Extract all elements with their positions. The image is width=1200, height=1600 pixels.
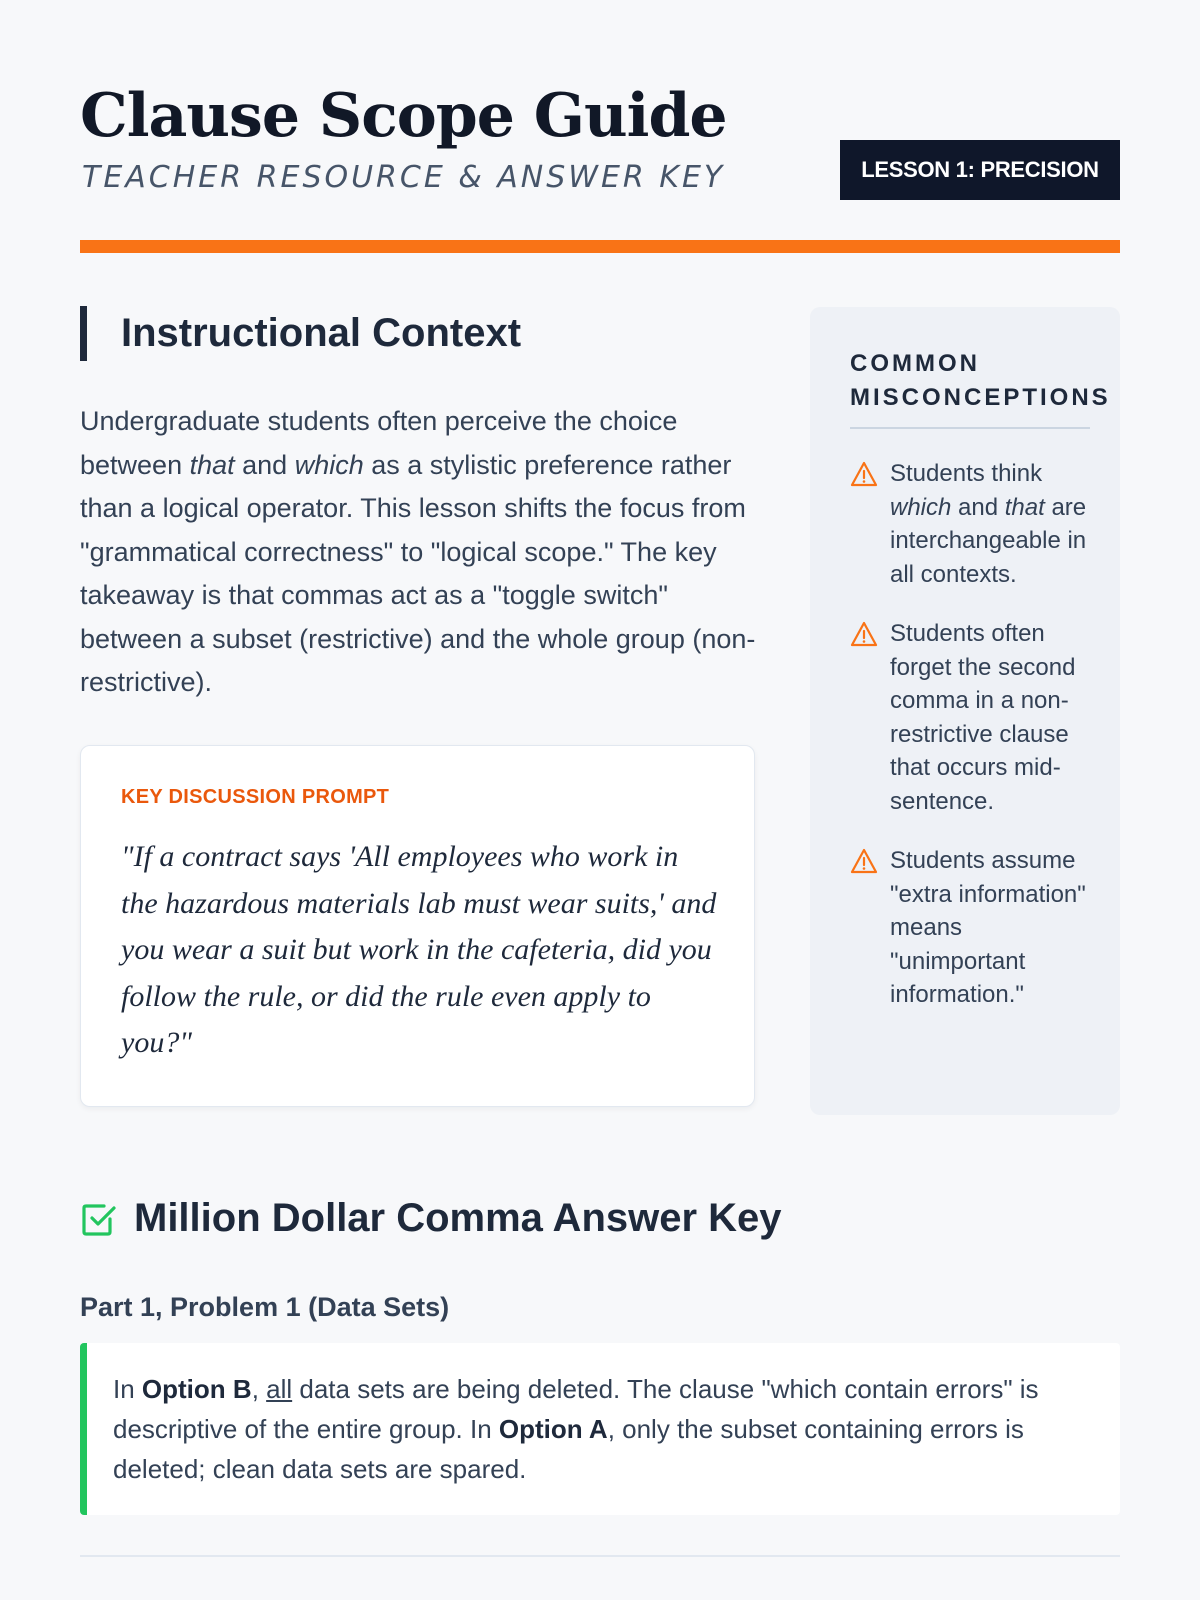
intro-emphasis-that: that	[189, 449, 235, 480]
intro-paragraph	[80, 400, 760, 705]
prompt-label: KEY DISCUSSION PROMPT	[121, 786, 390, 808]
list-item	[850, 617, 1090, 818]
answer-option-b: Option B	[141, 1374, 252, 1404]
section-heading-instructional-context: Instructional Context	[80, 306, 521, 361]
misconception-text: and	[951, 493, 1005, 521]
answer-fragment: ,	[251, 1374, 267, 1404]
warning-icon	[850, 848, 878, 874]
header-divider	[80, 240, 1120, 253]
answer-emphasis-all: all	[266, 1374, 293, 1404]
emphasis-which: which	[890, 493, 952, 521]
intro-text: Undergraduate students often perceive the choice between	[80, 406, 678, 480]
misconception-text: are interchangeable in all contexts.	[890, 493, 1087, 588]
list-item	[850, 457, 1090, 591]
page-subtitle: TEACHER RESOURCE & ANSWER KEY	[82, 160, 726, 195]
answer-option-a: Option A	[498, 1414, 608, 1444]
sidebar-divider	[850, 427, 1090, 429]
problem-title: Part 1, Problem 1 (Data Sets)	[80, 1292, 450, 1322]
section-heading-answer-key	[80, 1196, 782, 1241]
intro-text: as a stylistic preference rather than a logical operator. This lesson shifts the focus from "grammatical correctness" to "logical scope." The key takeaway is that commas act as a "toggle switch" between a subset (restrictive) and the whole group (non-restrictive).	[80, 449, 756, 697]
page-title: Clause Scope Guide	[80, 81, 727, 151]
answer-fragment: data sets are being deleted. The clause "which contain errors" is descriptive of the entire group. In	[113, 1374, 1039, 1444]
lesson-badge: LESSON 1: PRECISION	[840, 140, 1120, 200]
answer-fragment: In	[113, 1374, 142, 1404]
answer-text	[113, 1369, 1093, 1489]
intro-emphasis-which: which	[294, 449, 364, 480]
discussion-prompt-card	[80, 745, 755, 1107]
warning-icon	[850, 621, 878, 647]
page-header	[80, 80, 1120, 200]
answer-box	[80, 1343, 1120, 1515]
bottom-divider	[80, 1555, 1120, 1557]
list-item	[850, 844, 1090, 1012]
answer-key-title: Million Dollar Comma Answer Key	[134, 1196, 782, 1240]
misconceptions-sidebar	[810, 307, 1120, 1115]
sidebar-title: COMMON MISCONCEPTIONS	[850, 350, 1111, 411]
prompt-quote: "If a contract says 'All employees who work in the hazardous materials lab must wear suits,' and you wear a suit but work in the cafeteria, did you follow the rule, or did the rule even apply to you?"	[121, 840, 717, 1059]
intro-text: and	[234, 449, 295, 480]
misconception-text: Students think	[890, 460, 1043, 487]
misconceptions-list	[850, 457, 1090, 1038]
checkbox-icon	[80, 1200, 118, 1238]
emphasis-that: that	[1004, 493, 1045, 521]
page	[80, 0, 1120, 1600]
answer-fragment: , only the subset containing errors is deleted; clean data sets are spared.	[113, 1414, 1024, 1484]
warning-icon	[850, 461, 878, 487]
misconception-text: Students assume "extra information" means "unimportant information."	[890, 847, 1086, 1008]
misconception-text: Students often forget the second comma in a non-restrictive clause that occurs mid-sentence.	[890, 620, 1076, 815]
